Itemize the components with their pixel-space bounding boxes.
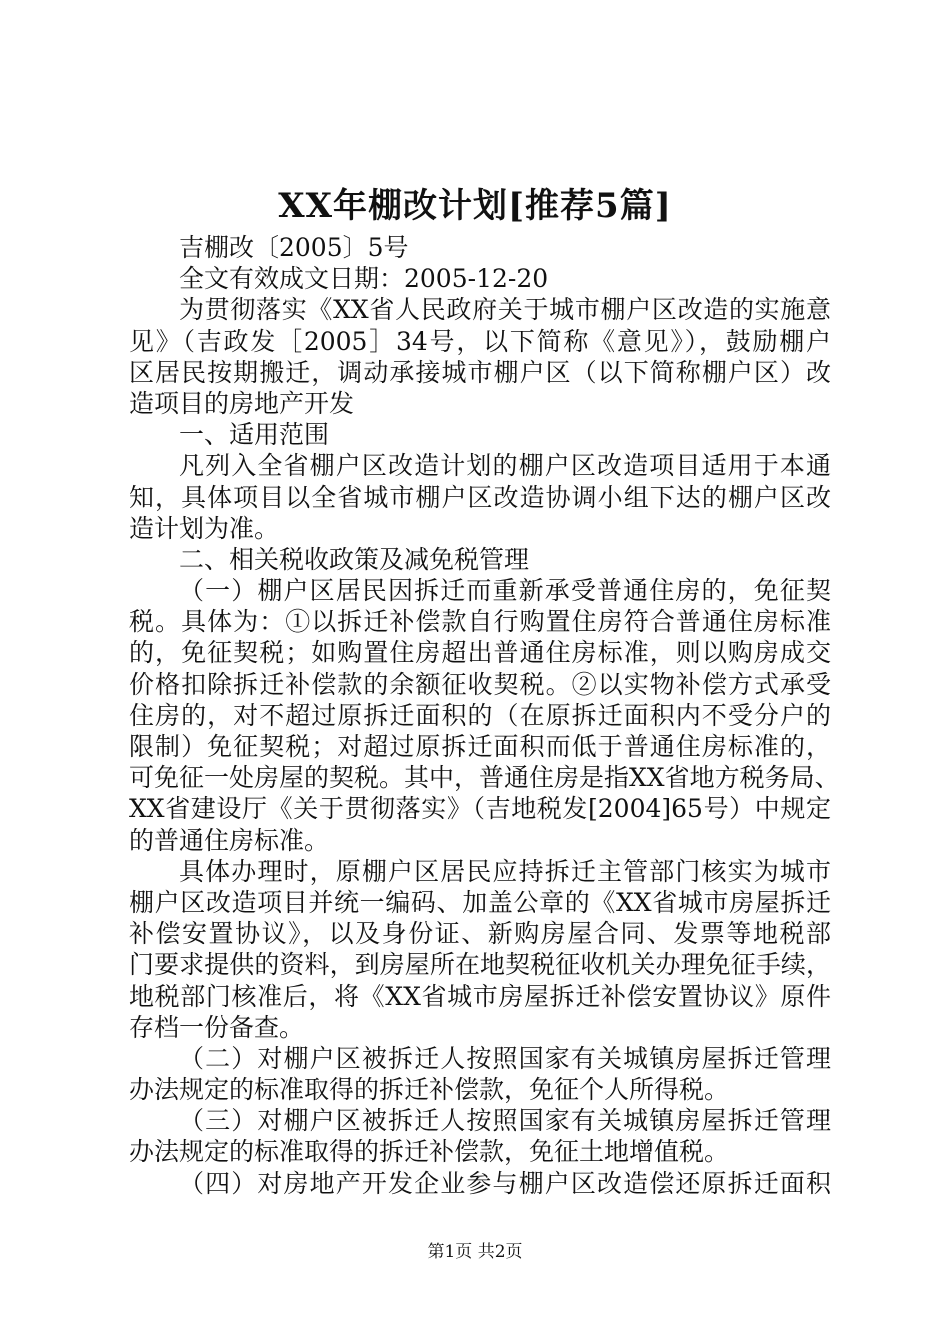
text-line: 住房的，对不超过原拆迁面积的（在原拆迁面积内不受分户的 [129, 700, 831, 730]
text-line: 存档一份备查。 [129, 1012, 305, 1042]
text-line: 造计划为准。 [129, 513, 280, 543]
text-line: 全文有效成文日期：2005-12-20 [179, 264, 549, 294]
text-line: （二）对棚户区被拆迁人按照国家有关城镇房屋拆迁管理 [179, 1043, 831, 1073]
text-line: 可免征一处房屋的契税。其中，普通住房是指XX省地方税务局、 [129, 763, 840, 793]
text-line: 知，具体项目以全省城市棚户区改造协调小组下达的棚户区改 [129, 482, 831, 512]
text-line: （三）对棚户区被拆迁人按照国家有关城镇房屋拆迁管理 [179, 1106, 831, 1136]
text-line: 区居民按期搬迁，调动承接城市棚户区（以下简称棚户区）改 [129, 357, 831, 387]
text-line: 税。具体为：①以拆迁补偿款自行购置住房符合普通住房标准 [129, 607, 831, 637]
text-line: 凡列入全省棚户区改造计划的棚户区改造项目适用于本通 [179, 451, 831, 481]
text-line: （一）棚户区居民因拆迁而重新承受普通住房的，免征契 [179, 576, 831, 606]
text-line: 见》（吉政发［2005］34号，以下简称《意见》），鼓励棚户 [129, 326, 831, 356]
text-line: 具体办理时，原棚户区居民应持拆迁主管部门核实为城市 [179, 856, 831, 886]
text-line: 办法规定的标准取得的拆迁补偿款，免征个人所得税。 [129, 1075, 730, 1105]
document-body [129, 232, 840, 1199]
text-line: （四）对房地产开发企业参与棚户区改造偿还原拆迁面积 [179, 1168, 831, 1198]
text-line: XX省建设厅《关于贯彻落实》（吉地税发[2004]65号）中规定 [129, 794, 831, 824]
text-line: 补偿安置协议》，以及身份证、新购房屋合同、发票等地税部 [129, 919, 831, 949]
document-title: XX年棚改计划[推荐5篇] [278, 186, 672, 226]
text-line: 门要求提供的资料，到房屋所在地契税征收机关办理免征手续， [129, 950, 831, 980]
text-line: 办法规定的标准取得的拆迁补偿款，免征土地增值税。 [129, 1137, 730, 1167]
page-footer: 第1页 共2页 [427, 1242, 523, 1262]
text-line: 的普通住房标准。 [129, 825, 330, 855]
text-line: 棚户区改造项目并统一编码、加盖公章的《XX省城市房屋拆迁 [129, 887, 831, 917]
text-line: 价格扣除拆迁补偿款的余额征收契税。②以实物补偿方式承受 [129, 669, 831, 699]
text-line: 限制）免征契税；对超过原拆迁面积而低于普通住房标准的， [129, 732, 831, 761]
section-heading: 二、相关税收政策及减免税管理 [179, 544, 530, 574]
text-line: 为贯彻落实《XX省人民政府关于城市棚户区改造的实施意 [179, 295, 831, 325]
section-heading: 一、适用范围 [179, 420, 330, 450]
text-line: 造项目的房地产开发 [129, 388, 355, 418]
text-line: 的，免征契税；如购置住房超出普通住房标准，则以购房成交 [129, 638, 831, 668]
text-line: 吉棚改〔2005〕5号 [179, 233, 409, 262]
text-line: 地税部门核准后，将《XX省城市房屋拆迁补偿安置协议》原件 [129, 981, 831, 1011]
